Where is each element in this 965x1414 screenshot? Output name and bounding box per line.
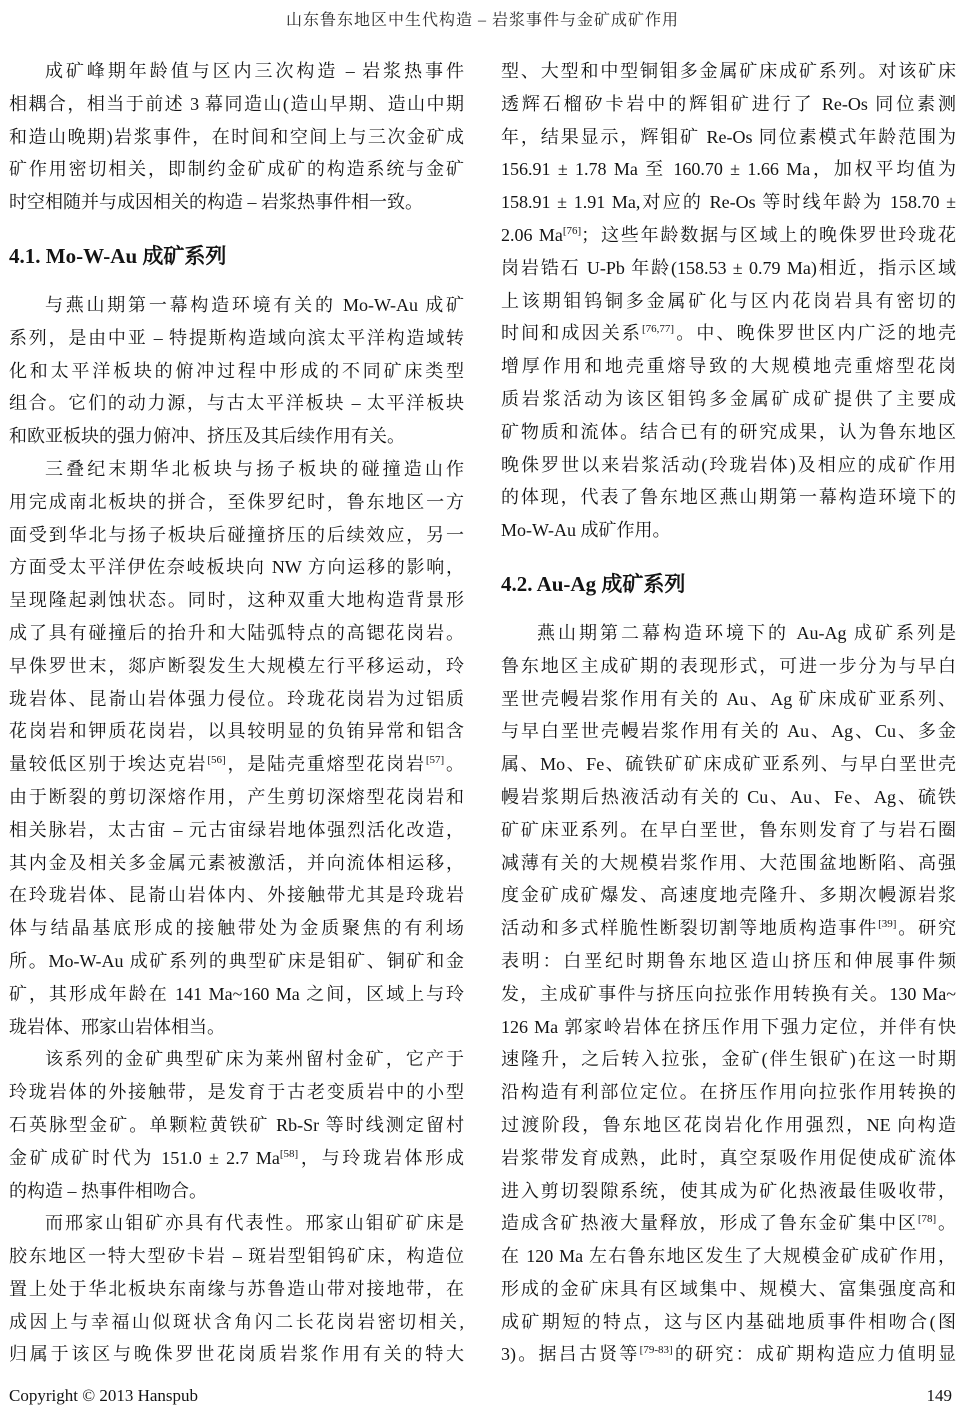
page-footer — [9, 1386, 952, 1406]
citation-superscript: [79-83] — [639, 1344, 673, 1357]
text-line: 早侏罗世末，郯庐断裂发生大规模左行平移运动，玲 — [9, 655, 464, 676]
text-line: 而邢家山钼矿亦具有代表性。邢家山钼矿矿床是 — [45, 1213, 464, 1234]
text-line: 上该期钼钨铜多金属矿化与区内花岗岩具有密切的 — [501, 290, 956, 311]
text-line: Mo-W-Au 成矿作用。 — [501, 520, 671, 541]
text-line: 时间和成因关系[76,77]。中、晚侏罗世区内广泛的地壳 — [501, 323, 957, 344]
text-line: 置上处于华北板块东南缘与苏鲁造山带对接地带，在 — [9, 1278, 464, 1299]
text-line: 归属于该区与晚侏罗世花岗质岩浆作用有关的特大 — [9, 1344, 464, 1365]
text-line: 其内金及相关多金属元素被激活，并向流体相运移， — [9, 852, 464, 873]
text-line: 造成含矿热液大量释放，形成了鲁东金矿集中区[78]。 — [501, 1213, 957, 1234]
page-number: 149 — [926, 1386, 952, 1405]
text-line: 岗岩锆石 U-Pb 年龄(158.53 ± 0.79 Ma)相近，指示区域 — [501, 257, 956, 278]
text-line: 花岗岩和钾质花岗岩，以具较明显的负铕异常和铝含 — [9, 721, 464, 742]
text-line: 的构造 – 热事件相吻合。 — [9, 1180, 207, 1201]
text-line: 活动和多式样脆性断裂切割等地质构造事件[39]。研究 — [501, 918, 956, 939]
text-line: 沿构造有利部位定位。在挤压作用向拉张作用转换的 — [501, 1082, 956, 1103]
text-line: 相耦合，相当于前述 3 幕同造山(造山早期、造山中期 — [9, 93, 464, 114]
text-line: 158.91 ± 1.91 Ma,对应的 Re-Os 等时线年龄为 158.70 ± — [501, 192, 956, 213]
text-line: 燕山期第二幕构造环境下的 Au-Ag 成矿系列是 — [537, 622, 956, 643]
text-line: 和欧亚板块的强力俯冲、挤压及其后续作用有关。 — [9, 426, 405, 447]
text-line: 晚侏罗世以来岩浆活动(玲珑岩体)及相应的成矿作用 — [501, 454, 956, 475]
text-line: 矿物质和流体。结合已有的研究成果，认为鲁东地区 — [501, 421, 956, 442]
text-line: 速隆升，之后转入拉张，金矿(伴生银矿)在这一时期 — [501, 1049, 956, 1070]
text-line: 由于断裂的剪切深熔作用，产生剪切深熔型花岗岩和 — [9, 786, 464, 807]
text-line: 系列，是由中亚 – 特提斯构造域向滨太平洋构造域转 — [9, 327, 464, 348]
text-line: 面受到华北与扬子板块后碰撞挤压的后续效应，另一 — [9, 524, 464, 545]
text-line: 减薄有关的大规模岩浆作用、大范围盆地断陷、高强 — [501, 852, 956, 873]
text-line: 金矿成矿时代为 151.0 ± 2.7 Ma[58]，与玲珑岩体形成 — [9, 1147, 465, 1168]
text-line: 形成的金矿床具有区域集中、规模大、富集强度高和 — [501, 1278, 956, 1299]
text-line: 岩浆带发育成熟，此时，真空泵吸作用促使成矿流体 — [501, 1147, 956, 1168]
text-line: 矿，其形成年龄在 141 Ma~160 Ma 之间，区域上与玲 — [9, 983, 464, 1004]
section-heading: 4.2. Au-Ag 成矿系列 — [501, 571, 686, 596]
text-line: 3)。据吕古贤等[79-83]的研究：成矿期构造应力值明显 — [501, 1344, 957, 1365]
text-line: 所。Mo-W-Au 成矿系列的典型矿床是钼矿、铜矿和金 — [9, 950, 464, 971]
text-line: 属、Mo、Fe、硫铁矿矿床成矿亚系列、与早白垩世壳 — [501, 754, 956, 775]
text-line: 胶东地区一特大型矽卡岩 – 斑岩型钼钨矿床，构造位 — [9, 1246, 464, 1267]
text-line: 量较低区别于埃达克岩[56]，是陆壳重熔型花岗岩[57]。 — [9, 754, 465, 775]
text-line: 156.91 ± 1.78 Ma 至 160.70 ± 1.66 Ma，加权平均值为 — [501, 159, 956, 180]
citation-superscript: [76,77] — [641, 323, 675, 336]
citation-superscript: [56] — [207, 754, 226, 767]
section-heading: 4.1. Mo-W-Au 成矿系列 — [9, 243, 227, 268]
text-line: 相关脉岩，太古宙 – 元古宙绿岩地体强烈活化改造， — [9, 819, 464, 840]
text-line: 幔岩浆期后热液活动有关的 Cu、Au、Fe、Ag、硫铁 — [501, 786, 956, 807]
citation-superscript: [76] — [562, 224, 582, 237]
text-line: 矿矿床亚系列。在早白垩世，鲁东则发育了与岩石圈 — [501, 819, 956, 840]
text-line: 石英脉型金矿。单颗粒黄铁矿 Rb-Sr 等时线测定留村 — [9, 1114, 464, 1135]
text-line: 成了具有碰撞后的抬升和大陆弧特点的高锶花岗岩。 — [9, 622, 464, 643]
text-line: 玲珑岩体的外接触带，是发育于古老变质岩中的小型 — [9, 1082, 464, 1103]
citation-superscript: [78] — [917, 1213, 937, 1226]
copyright-notice: Copyright © 2013 Hanspub — [9, 1386, 199, 1405]
text-line: 的体现，代表了鲁东地区燕山期第一幕构造环境下的 — [501, 487, 956, 508]
running-head-title: 山东鲁东地区中生代构造 – 岩浆事件与金矿成矿作用 — [285, 12, 679, 29]
text-line: 质岩浆活动为该区钼钨多金属矿成矿提供了主要成 — [501, 388, 956, 409]
two-column-body — [9, 55, 956, 1371]
text-line: 该系列的金矿典型矿床为莱州留村金矿，它产于 — [45, 1049, 464, 1070]
text-line: 2.06 Ma[76]；这些年龄数据与区域上的晚侏罗世玲珑花 — [501, 224, 957, 245]
citation-superscript: [57] — [425, 754, 445, 767]
text-line: 垩世壳幔岩浆作用有关的 Au、Ag 矿床成矿亚系列、 — [501, 688, 956, 709]
text-line: 在 120 Ma 左右鲁东地区发生了大规模金矿成矿作用， — [501, 1246, 956, 1267]
citation-superscript: [39] — [878, 918, 897, 931]
text-line: 鲁东地区主成矿期的表现形式，可进一步分为与早白 — [501, 655, 956, 676]
text-line: 三叠纪末期华北板块与扬子板块的碰撞造山作 — [45, 458, 464, 479]
text-line: 表明：白垩纪时期鲁东地区造山挤压和伸展事件频 — [501, 950, 956, 971]
text-line: 在玲珑岩体、昆嵛山岩体内、外接触带尤其是玲珑岩 — [9, 885, 464, 906]
text-line: 型、大型和中型铜钼多金属矿床成矿系列。对该矿床 — [501, 61, 956, 81]
left-column — [9, 55, 464, 1371]
text-line: 增厚作用和地壳重熔导致的大规模地壳重熔型花岗 — [501, 356, 956, 377]
text-line: 年，结果显示，辉钼矿 Re-Os 同位素模式年龄范围为 — [501, 126, 956, 147]
text-line: 与燕山期第一幕构造环境有关的 Mo-W-Au 成矿 — [45, 294, 464, 315]
text-line: 发，主成矿事件与挤压向拉张作用转换有关。130 Ma~ — [501, 983, 956, 1004]
text-line: 过渡阶段，鲁东地区花岗岩化作用强烈，NE 向构造 — [501, 1114, 956, 1135]
text-line: 透辉石榴矽卡岩中的辉钼矿进行了 Re-Os 同位素测 — [501, 93, 956, 114]
text-line: 用完成南北板块的拼合，至侏罗纪时，鲁东地区一方 — [9, 491, 464, 512]
right-column — [501, 55, 956, 1371]
text-line: 成矿期短的特点，这与区内基础地质事件相吻合(图 — [501, 1311, 956, 1332]
text-line: 时空相随并与成因相关的构造 – 岩浆热事件相一致。 — [9, 192, 423, 213]
text-line: 体与结晶基底形成的接触带处为金质聚焦的有利场 — [9, 918, 464, 939]
text-line: 珑岩体、昆嵛山岩体强力侵位。玲珑花岗岩为过铝质 — [9, 688, 464, 709]
text-line: 组合。它们的动力源，与古太平洋板块 – 太平洋板块 — [9, 393, 464, 414]
text-line: 和造山晚期)岩浆事件，在时间和空间上与三次金矿成 — [9, 126, 464, 147]
text-line: 矿作用密切相关，即制约金矿成矿的构造系统与金矿 — [9, 159, 464, 180]
text-line: 成因上与幸福山似斑状含角闪二长花岗岩密切相关, — [9, 1311, 464, 1332]
text-line: 珑岩体、邢家山岩体相当。 — [9, 1016, 225, 1037]
text-line: 化和太平洋板块的俯冲过程中形成的不同矿床类型 — [9, 360, 464, 381]
text-line: 进入剪切裂隙系统，使其成为矿化热液最佳吸收带， — [501, 1180, 956, 1201]
text-line: 126 Ma 郭家岭岩体在挤压作用下强力定位，并伴有快 — [501, 1016, 956, 1037]
text-line: 度金矿成矿爆发、高速度地壳隆升、多期次幔源岩浆 — [501, 885, 956, 906]
text-line: 成矿峰期年龄值与区内三次构造 – 岩浆热事件 — [45, 61, 464, 81]
text-line: 呈现隆起剥蚀状态。同时，这种双重大地构造背景形 — [9, 590, 464, 611]
citation-superscript: [58] — [279, 1147, 299, 1160]
text-line: 与早白垩世壳幔岩浆作用有关的 Au、Ag、Cu、多金 — [501, 721, 956, 742]
text-line: 方面受太平洋伊佐奈岐板块向 NW 方向运移的影响， — [9, 557, 464, 578]
